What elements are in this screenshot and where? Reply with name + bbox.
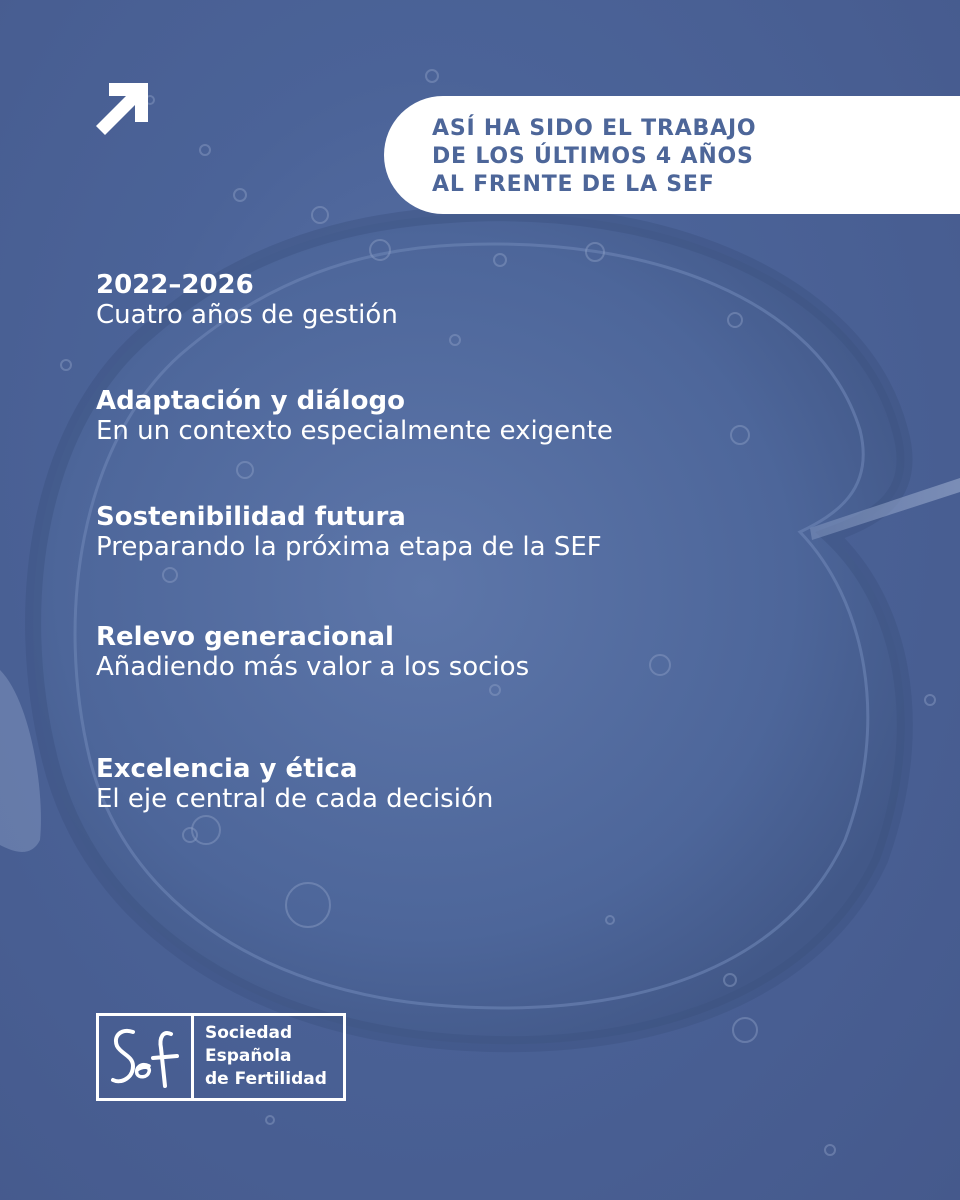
item-subtitle: El eje central de cada decisión xyxy=(96,784,494,814)
logo-name xyxy=(205,1022,327,1091)
headline-line: ASÍ HA SIDO EL TRABAJO xyxy=(432,116,757,141)
list-item xyxy=(96,622,856,682)
item-subtitle: En un contexto especialmente exigente xyxy=(96,416,613,446)
logo-divider xyxy=(191,1016,194,1098)
item-title: Relevo generacional xyxy=(96,622,394,652)
headline xyxy=(432,115,756,199)
item-title: 2022–2026 xyxy=(96,270,254,300)
list-item xyxy=(96,502,856,562)
headline-banner xyxy=(384,96,960,214)
headline-line: DE LOS ÚLTIMOS 4 AÑOS xyxy=(432,144,754,169)
item-subtitle: Preparando la próxima etapa de la SEF xyxy=(96,532,602,562)
item-title: Adaptación y diálogo xyxy=(96,386,405,416)
item-subtitle: Añadiendo más valor a los socios xyxy=(96,652,530,682)
sef-logo xyxy=(96,1013,346,1101)
sef-monogram-icon xyxy=(107,1024,185,1090)
arrow-up-right-icon xyxy=(96,83,148,135)
list-item xyxy=(96,270,856,330)
item-title: Sostenibilidad futura xyxy=(96,502,406,532)
list-item xyxy=(96,754,856,814)
headline-line: AL FRENTE DE LA SEF xyxy=(432,172,715,197)
item-title: Excelencia y ética xyxy=(96,754,358,784)
logo-name-line: de Fertilidad xyxy=(205,1069,327,1089)
logo-name-line: Española xyxy=(205,1046,292,1066)
item-subtitle: Cuatro años de gestión xyxy=(96,300,398,330)
list-item xyxy=(96,386,856,446)
logo-name-line: Sociedad xyxy=(205,1023,293,1043)
